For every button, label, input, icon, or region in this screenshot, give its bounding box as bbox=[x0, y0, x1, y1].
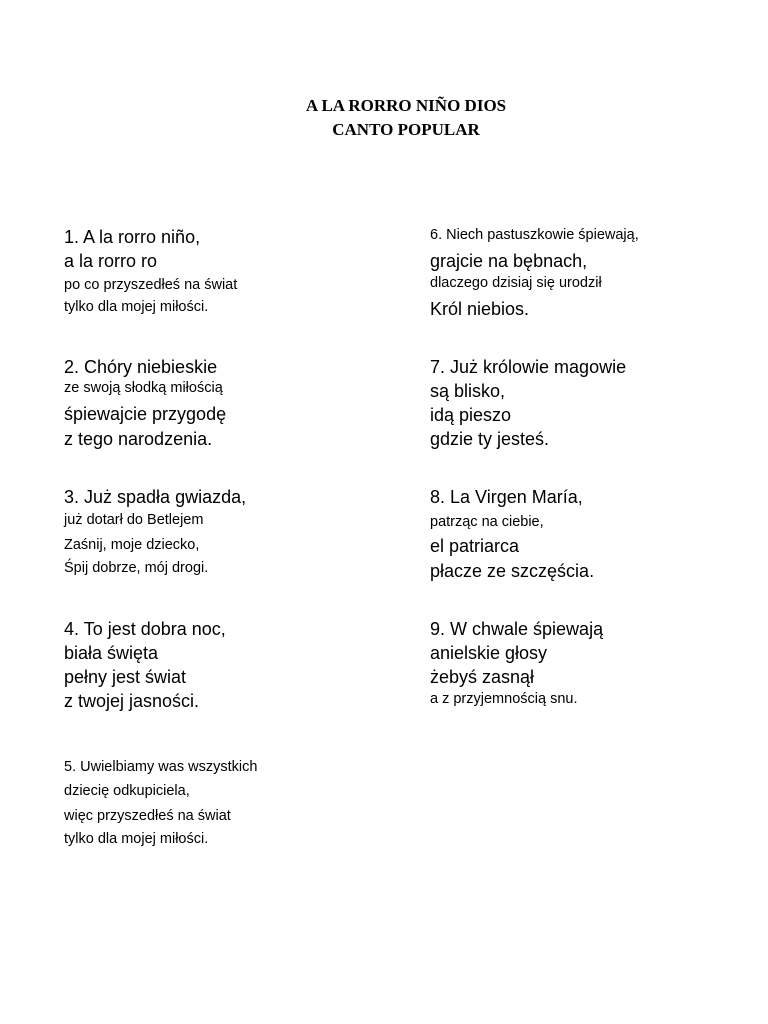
verse-line: anielskie głosy bbox=[430, 643, 548, 663]
verse-line: 1. A la rorro niño, bbox=[64, 227, 201, 247]
verse-line: tylko dla mojej miłości. bbox=[64, 299, 209, 315]
verse-line: biała święta bbox=[64, 643, 159, 663]
verse-line: 2. Chóry niebieskie bbox=[64, 357, 218, 377]
verse-line: Zaśnij, moje dziecko, bbox=[64, 537, 200, 553]
verse-line: 5. Uwielbiamy was wszystkich bbox=[64, 759, 258, 775]
verse-line: 9. W chwale śpiewają bbox=[430, 619, 604, 639]
verse-line: pełny jest świat bbox=[64, 667, 187, 687]
verse-line: gdzie ty jesteś. bbox=[430, 429, 550, 449]
verse-line: a z przyjemnością snu. bbox=[430, 691, 578, 707]
verse-line: śpiewajcie przygodę bbox=[64, 404, 227, 424]
verse-line: 3. Już spadła gwiazda, bbox=[64, 487, 247, 507]
verse-line: żebyś zasnął bbox=[430, 667, 535, 687]
verse-line: Król niebios. bbox=[430, 299, 530, 319]
verse-line: tylko dla mojej miłości. bbox=[64, 831, 209, 847]
verse-line: dlaczego dzisiaj się urodził bbox=[430, 275, 602, 291]
verse-line: więc przyszedłeś na świat bbox=[64, 808, 231, 824]
song-title: A LA RORRO NIÑO DIOS bbox=[305, 96, 507, 115]
verse-line: 4. To jest dobra noc, bbox=[64, 619, 226, 639]
verse-line: idą pieszo bbox=[430, 405, 512, 425]
song-subtitle: CANTO POPULAR bbox=[332, 120, 480, 139]
verse-line: patrząc na ciebie, bbox=[430, 514, 544, 530]
verse-line: a la rorro ro bbox=[64, 251, 158, 271]
verse-line: grajcie na bębnach, bbox=[430, 251, 588, 271]
verse-line: dziecię odkupiciela, bbox=[64, 783, 190, 799]
verse-line: Śpij dobrze, mój drogi. bbox=[64, 560, 209, 576]
verse-line: ze swoją słodką miłością bbox=[64, 380, 223, 396]
verse-line: z twojej jasności. bbox=[64, 691, 200, 711]
verse-line: po co przyszedłeś na świat bbox=[64, 277, 238, 293]
verse-line: płacze ze szczęścia. bbox=[430, 561, 595, 581]
verse-line: 7. Już królowie magowie bbox=[430, 357, 627, 377]
verse-line: są blisko, bbox=[430, 381, 506, 401]
verse-line: el patriarca bbox=[430, 536, 520, 556]
verse-line: już dotarł do Betlejem bbox=[64, 512, 204, 528]
verse-line: 8. La Virgen María, bbox=[430, 487, 583, 507]
verse-line: 6. Niech pastuszkowie śpiewają, bbox=[430, 227, 639, 243]
verse-line: z tego narodzenia. bbox=[64, 429, 213, 449]
